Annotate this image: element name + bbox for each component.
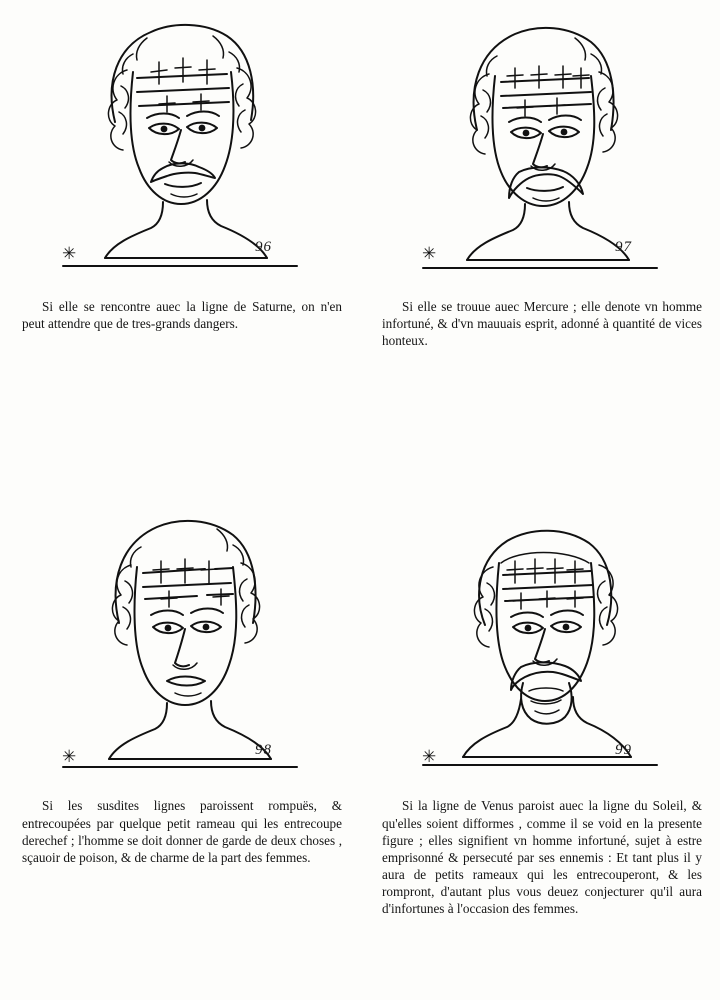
figure-number-98: 98: [255, 742, 272, 759]
figure-cell-99: [360, 499, 720, 917]
figure-cell-98: [0, 499, 360, 917]
figure-star-98: ✳: [62, 747, 77, 767]
figure-image-96: [14, 0, 346, 272]
figure-cell-96: [0, 0, 360, 349]
figure-star-97: ✳: [422, 244, 437, 263]
portrait-man-with-moustache-curly-hair: [55, 12, 305, 272]
figure-number-99: 99: [615, 742, 632, 759]
portrait-bearded-balding-man: [415, 505, 665, 775]
figure-caption-97: Si elle se trouue auec Mercure ; elle denote vn homme infortuné, & d'vn mauuais esprit, adonné à quantité de vices honteux.: [382, 299, 702, 349]
spacer-left: [14, 866, 346, 886]
figure-caption-96: Si elle se rencontre auec la ligne de Saturne, on n'en peut attendre que de tres-grands dangers.: [22, 299, 342, 332]
figure-star-99: ✳: [422, 747, 437, 767]
figure-caption-99: Si la ligne de Venus paroist auec la ligne du Soleil, & qu'elles soient difformes , comme il se void en la presente figure ; elles signifient vn homme infortuné, sujet à estre emprisonné & persecuté par ses ennemis : Et tant plus il y aura de petits rameaux qui les entrecouperont, & les rompront, d'autant plus vous deuez conjecturer qu'il aura d'infortunes à l'occasion des femmes.: [382, 798, 702, 917]
portrait-beardless-youth: [55, 505, 305, 775]
row-gap-left: [0, 349, 360, 499]
figure-star-96: ✳: [62, 244, 77, 263]
figure-number-96: 96: [255, 239, 272, 255]
figure-image-97: [374, 0, 706, 272]
figure-cell-97: [360, 0, 720, 349]
figure-number-97: 97: [615, 239, 632, 255]
figure-image-99: [374, 499, 706, 775]
figure-image-98: [14, 499, 346, 775]
figure-caption-98: Si les susdites lignes paroissent rompuës, & entrecoupées par quelque petit rameau qui les entrecoupe derechef ; l'homme se doit donner de garde de deux choses , sçauoir de poison, & de charme de la part des femmes.: [22, 798, 342, 865]
portrait-man-with-drooping-moustache: [415, 12, 665, 272]
row-gap-right: [360, 349, 720, 499]
